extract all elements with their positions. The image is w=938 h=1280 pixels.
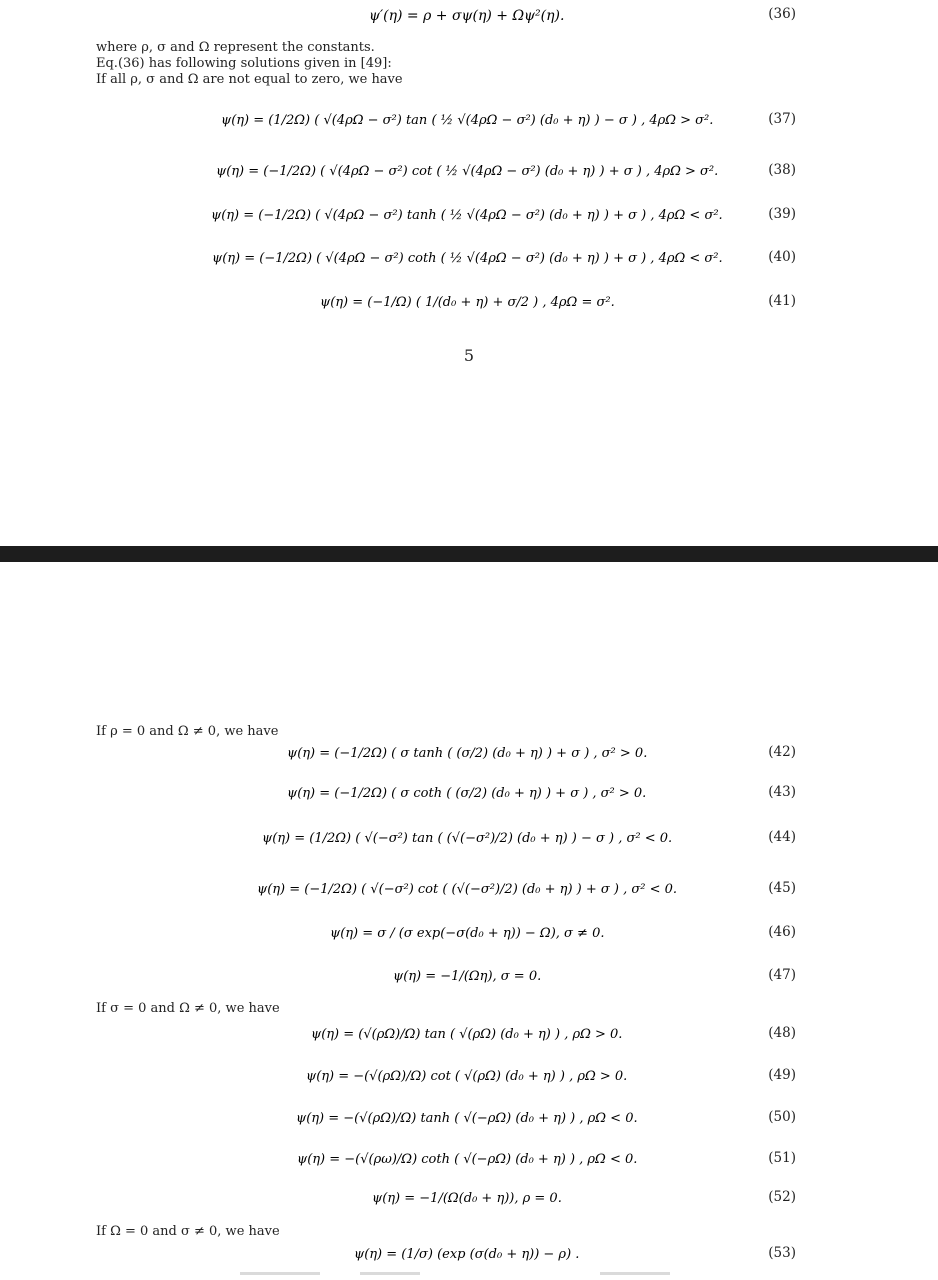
equation-46-text: ψ(η) = σ / (σ exp(−σ(d₀ + η)) − Ω), σ ≠ 0. <box>329 926 604 941</box>
equation-38-text: ψ(η) = (−1/2Ω) ( √(4ρΩ − σ²) cot ( ½ √(4ρΩ − σ²) (d₀ + η) ) + σ ) , 4ρΩ > σ². <box>215 164 718 179</box>
equation-39-text: ψ(η) = (−1/2Ω) ( √(4ρΩ − σ²) tanh ( ½ √(4ρΩ − σ²) (d₀ + η) ) + σ ) , 4ρΩ < σ². <box>211 208 723 223</box>
equation-38 <box>0 151 938 189</box>
equation-45 <box>0 869 938 907</box>
equation-53-text: ψ(η) = (1/σ) (exp (σ(d₀ + η)) − ρ) . <box>354 1247 580 1262</box>
equation-38-formula <box>216 151 723 189</box>
equation-43 <box>0 773 938 811</box>
equation-44-text: ψ(η) = (1/2Ω) ( √(−σ²) tan ( (√(−σ²)/2) (d₀ + η) ) − σ ) , σ² < 0. <box>261 831 672 846</box>
equation-51-number: (51) <box>768 1150 796 1166</box>
equation-39 <box>0 195 938 233</box>
paragraph-line-1: where ρ, σ and Ω represent the constants. <box>96 40 375 55</box>
equation-42 <box>0 733 938 771</box>
equation-41-number: (41) <box>768 293 796 309</box>
equation-41-text: ψ(η) = (−1/Ω) ( 1/(d₀ + η) + σ/2 ) , 4ρΩ = σ². <box>319 295 615 310</box>
equation-41-formula <box>320 282 619 320</box>
equation-46 <box>0 913 938 951</box>
equation-50-formula <box>296 1098 642 1136</box>
equation-46-number: (46) <box>768 924 796 940</box>
equation-42-text: ψ(η) = (−1/2Ω) ( σ tanh ( (σ/2) (d₀ + η) ) + σ ) , σ² > 0. <box>286 746 647 761</box>
cut-glyph <box>600 1272 670 1275</box>
equation-48-text: ψ(η) = (√(ρΩ)/Ω) tan ( √(ρΩ) (d₀ + η) ) , ρΩ > 0. <box>311 1027 623 1042</box>
equation-40-formula <box>212 238 727 276</box>
equation-45-formula <box>257 869 681 907</box>
equation-44 <box>0 818 938 856</box>
equation-53-number: (53) <box>768 1245 796 1261</box>
equation-52-text: ψ(η) = −1/(Ω(d₀ + η)), ρ = 0. <box>372 1191 562 1206</box>
equation-37-formula <box>221 100 718 138</box>
equation-49-number: (49) <box>768 1067 796 1083</box>
equation-44-number: (44) <box>768 829 796 845</box>
equation-42-formula <box>287 733 652 771</box>
equation-50 <box>0 1098 938 1136</box>
equation-43-number: (43) <box>768 784 796 800</box>
case-sigma-zero-text: If σ = 0 and Ω ≠ 0, we have <box>96 1001 280 1016</box>
equation-51-formula <box>297 1139 642 1177</box>
page-number: 5 <box>463 346 475 365</box>
equation-37 <box>0 100 938 138</box>
equation-43-text: ψ(η) = (−1/2Ω) ( σ coth ( (σ/2) (d₀ + η) ) + σ ) , σ² > 0. <box>287 786 647 801</box>
equation-39-formula <box>211 195 727 233</box>
equation-38-number: (38) <box>768 162 796 178</box>
paragraph-line-3: If all ρ, σ and Ω are not equal to zero, we have <box>96 72 403 87</box>
equation-46-formula <box>330 913 609 951</box>
equation-47-formula <box>393 956 546 994</box>
equation-36-formula <box>369 0 569 28</box>
equation-53-formula <box>354 1234 584 1272</box>
equation-51-text: ψ(η) = −(√(ρω)/Ω) coth ( √(−ρΩ) (d₀ + η) ) , ρΩ < 0. <box>296 1152 637 1167</box>
equation-49 <box>0 1056 938 1094</box>
cut-glyph <box>240 1272 320 1275</box>
case-omega-zero-text: If Ω = 0 and σ ≠ 0, we have <box>96 1224 280 1239</box>
equation-43-formula <box>287 773 651 811</box>
equation-51 <box>0 1139 938 1177</box>
page-5 <box>0 0 938 546</box>
equation-50-text: ψ(η) = −(√(ρΩ)/Ω) tanh ( √(−ρΩ) (d₀ + η) ) , ρΩ < 0. <box>296 1111 638 1126</box>
equation-47-text: ψ(η) = −1/(Ωη), σ = 0. <box>392 969 541 984</box>
page-separator <box>0 546 938 562</box>
equation-47 <box>0 956 938 994</box>
equation-45-text: ψ(η) = (−1/2Ω) ( √(−σ²) cot ( (√(−σ²)/2) (d₀ + η) ) + σ ) , σ² < 0. <box>257 882 677 897</box>
equation-36-text: ψ′(η) = ρ + σψ(η) + Ωψ²(η). <box>369 8 565 24</box>
cut-glyph <box>360 1272 420 1275</box>
equation-36-number: (36) <box>768 6 796 22</box>
equation-37-text: ψ(η) = (1/2Ω) ( √(4ρΩ − σ²) tan ( ½ √(4ρΩ − σ²) (d₀ + η) ) − σ ) , 4ρΩ > σ². <box>220 113 713 128</box>
equation-39-number: (39) <box>768 206 796 222</box>
equation-49-formula <box>306 1056 632 1094</box>
equation-42-number: (42) <box>768 744 796 760</box>
equation-49-text: ψ(η) = −(√(ρΩ)/Ω) cot ( √(ρΩ) (d₀ + η) ) , ρΩ > 0. <box>306 1069 628 1084</box>
equation-37-number: (37) <box>768 111 796 127</box>
equation-40-text: ψ(η) = (−1/2Ω) ( √(4ρΩ − σ²) coth ( ½ √(4ρΩ − σ²) (d₀ + η) ) + σ ) , 4ρΩ < σ². <box>211 251 723 266</box>
equation-52-formula <box>372 1178 566 1216</box>
equation-40-number: (40) <box>768 249 796 265</box>
equation-52 <box>0 1178 938 1216</box>
equation-48 <box>0 1014 938 1052</box>
page-6 <box>0 562 938 1280</box>
equation-44-formula <box>262 818 677 856</box>
equation-48-formula <box>311 1014 627 1052</box>
equation-45-number: (45) <box>768 880 796 896</box>
equation-47-number: (47) <box>768 967 796 983</box>
equation-40 <box>0 238 938 276</box>
equation-36 <box>0 0 938 33</box>
equation-50-number: (50) <box>768 1109 796 1125</box>
equation-41 <box>0 282 938 320</box>
cut-off-next-line <box>0 1272 938 1280</box>
paragraph-line-2: Eq.(36) has following solutions given in [49]: <box>96 56 392 71</box>
equation-48-number: (48) <box>768 1025 796 1041</box>
equation-52-number: (52) <box>768 1189 796 1205</box>
case-rho-zero-text: If ρ = 0 and Ω ≠ 0, we have <box>96 724 279 739</box>
equation-53 <box>0 1234 938 1272</box>
